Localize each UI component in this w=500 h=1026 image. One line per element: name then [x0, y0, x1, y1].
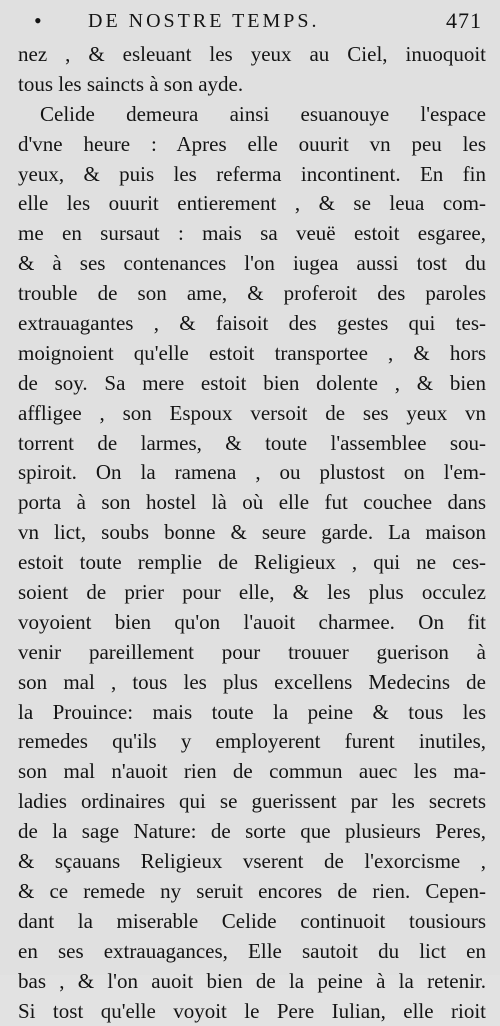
text-line: spiroit. On la ramena , ou plustost on l'em- — [18, 458, 486, 488]
text-line: ladies ordinaires qui se guerissent par les secrets — [18, 787, 486, 817]
ornament-mark: • — [34, 6, 42, 36]
text-line: venir pareillement pour trouuer guerison à — [18, 638, 486, 668]
text-line: Celide demeura ainsi esuanouye l'espace — [18, 100, 486, 130]
text-line: de la sage Nature: de sorte que plusieurs Peres, — [18, 817, 486, 847]
text-line: son mal , tous les plus excellens Medecins de — [18, 668, 486, 698]
text-line: yeux, & puis les referma incontinent. En fin — [18, 160, 486, 190]
text-line: elle les ouurit entierement , & se leua com- — [18, 189, 486, 219]
text-line: la Prouince: mais toute la peine & tous les — [18, 698, 486, 728]
text-line: d'vne heure : Apres elle ouurit vn peu les — [18, 130, 486, 160]
text-line: moignoient qu'elle estoit transportee , & hors — [18, 339, 486, 369]
text-line: remedes qu'ils y employerent furent inutiles, — [18, 727, 486, 757]
body-text — [18, 40, 486, 1026]
text-line: bas , & l'on auoit bien de la peine à la retenir. — [18, 967, 486, 997]
text-line: extrauagantes , & faisoit des gestes qui tes- — [18, 309, 486, 339]
text-line: dant la miserable Celide continuoit tousiours — [18, 907, 486, 937]
text-line: de soy. Sa mere estoit bien dolente , & bien — [18, 369, 486, 399]
text-line: estoit toute remplie de Religieux , qui ne ces- — [18, 548, 486, 578]
text-line: en ses extrauagances, Elle sautoit du lict en — [18, 937, 486, 967]
text-line: nez , & esleuant les yeux au Ciel, inuoquoit — [18, 40, 486, 70]
page-number: 471 — [446, 6, 482, 36]
text-line: Si tost qu'elle voyoit le Pere Iulian, elle rioit — [18, 997, 486, 1026]
text-line: affligee , son Espoux versoit de ses yeux vn — [18, 399, 486, 429]
text-line: me en sursaut : mais sa veuë estoit esgaree, — [18, 219, 486, 249]
text-line: son mal n'auoit rien de commun auec les ma- — [18, 757, 486, 787]
text-line: & sçauans Religieux vserent de l'exorcisme , — [18, 847, 486, 877]
text-line: trouble de son ame, & proferoit des paroles — [18, 279, 486, 309]
text-line: tous les saincts à son ayde. — [18, 70, 486, 100]
text-line: voyoient bien qu'on l'auoit charmee. On fit — [18, 608, 486, 638]
running-head: DE NOSTRE TEMPS. — [88, 6, 320, 36]
text-line: & ce remede ny seruit encores de rien. Cepen- — [18, 877, 486, 907]
text-line: & à ses contenances l'on iugea aussi tost du — [18, 249, 486, 279]
text-line: torrent de larmes, & toute l'assemblee sou- — [18, 429, 486, 459]
page-header — [0, 6, 500, 36]
text-line: soient de prier pour elle, & les plus occulez — [18, 578, 486, 608]
text-line: porta à son hostel là où elle fut couchee dans — [18, 488, 486, 518]
text-line: vn lict, soubs bonne & seure garde. La maison — [18, 518, 486, 548]
